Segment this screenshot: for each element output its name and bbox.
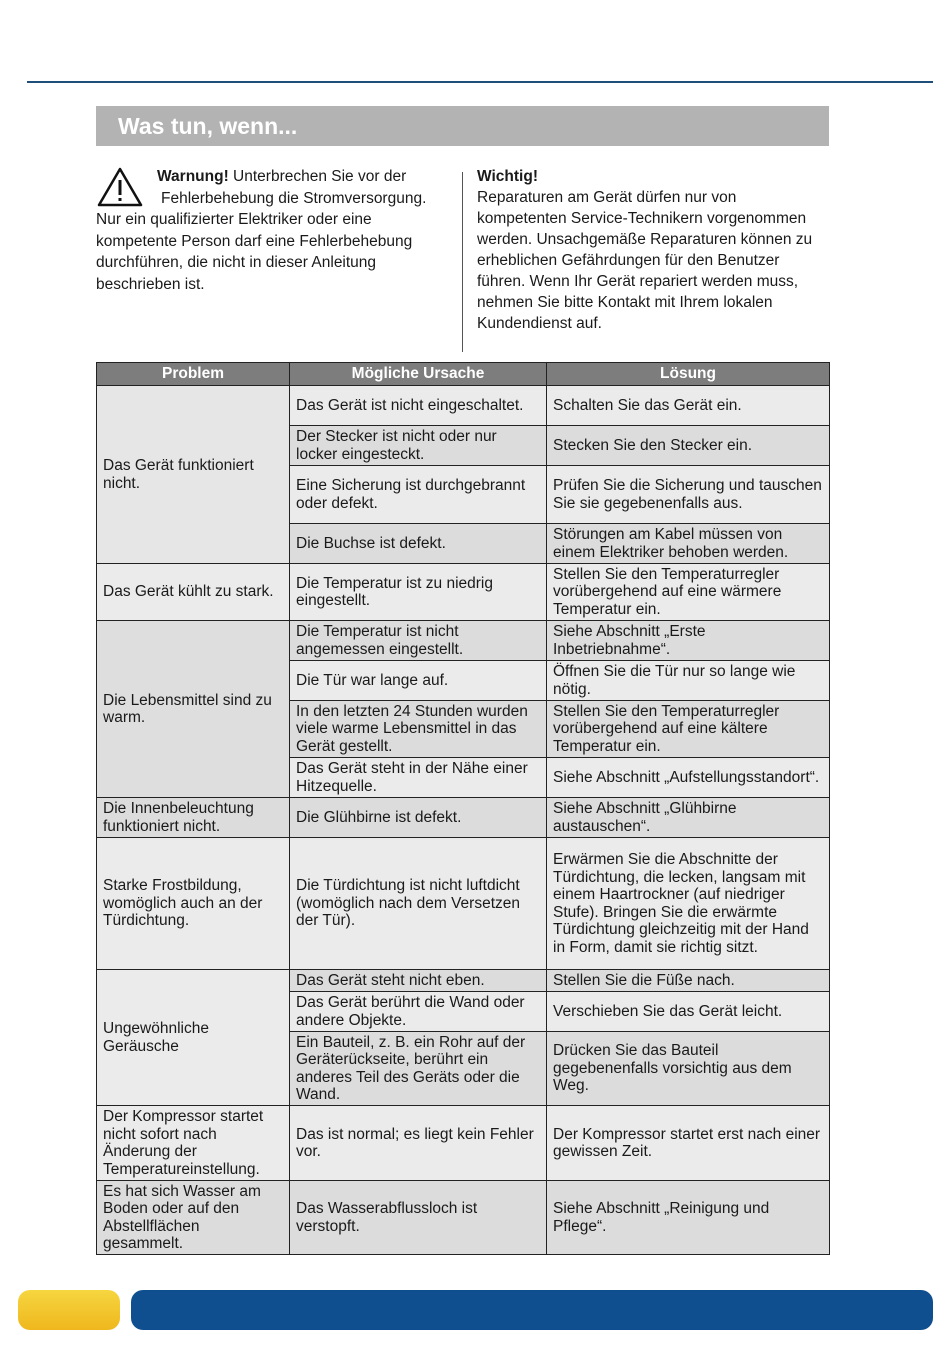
cause-cell: In den letzten 24 Stunden wurden viele warme Lebensmittel in das Gerät gestellt. <box>290 701 547 758</box>
solution-cell: Schalten Sie das Gerät ein. <box>547 386 830 426</box>
table-row <box>97 838 830 970</box>
cause-cell: Das Gerät berührt die Wand oder andere Objekte. <box>290 992 547 1032</box>
table-row <box>97 1181 830 1255</box>
solution-cell: Siehe Abschnitt „Glühbirne austauschen“. <box>547 798 830 838</box>
cause-cell: Die Buchse ist defekt. <box>290 524 547 564</box>
solution-cell: Stellen Sie den Temperaturregler vorübergehend auf eine wärmere Temperatur ein. <box>547 564 830 621</box>
warning-heading <box>157 166 456 209</box>
header-solution: Lösung <box>547 363 830 386</box>
header-cause: Mögliche Ursache <box>290 363 547 386</box>
solution-cell: Öffnen Sie die Tür nur so lange wie nötig. <box>547 661 830 701</box>
solution-cell: Drücken Sie das Bauteil gegebenenfalls vorsichtig aus dem Weg. <box>547 1032 830 1106</box>
table-row <box>97 386 830 426</box>
table-row <box>97 564 830 621</box>
cause-cell: Das Wasserabflussloch ist verstopft. <box>290 1181 547 1255</box>
solution-cell: Siehe Abschnitt „Aufstellungsstandort“. <box>547 758 830 798</box>
top-rule <box>27 81 933 83</box>
problem-cell: Es hat sich Wasser am Boden oder auf den Abstellflächen gesammelt. <box>97 1181 290 1255</box>
cause-cell: Ein Bauteil, z. B. ein Rohr auf der Geräterückseite, berührt ein anderes Teil des Geräts oder die Wand. <box>290 1032 547 1106</box>
important-block <box>477 166 827 334</box>
problem-cell: Der Kompressor startet nicht sofort nach Änderung der Temperatureinstellung. <box>97 1106 290 1181</box>
important-text: Reparaturen am Gerät dürfen nur von kompetenten Service-Technikern vorgenommen werden. Unsachgemäße Reparaturen können zu erheblichen Gefährdungen für den Benutzer führen. Wenn Ihr Gerät repariert werden muss, nehmen Sie bitte Kontakt mit Ihrem lokalen Kundendienst auf. <box>477 189 813 332</box>
cause-cell: Das ist normal; es liegt kein Fehler vor. <box>290 1106 547 1181</box>
solution-cell: Störungen am Kabel müssen von einem Elektriker behoben werden. <box>547 524 830 564</box>
solution-cell: Erwärmen Sie die Abschnitte der Türdichtung, die lecken, langsam mit einem Haartrockner (auf niedriger Stufe). Bringen Sie die erwärmte Türdichtung gleichzeitig mit der Hand in Form, damit sie richtig sitzt. <box>547 838 830 970</box>
solution-cell: Stecken Sie den Stecker ein. <box>547 426 830 466</box>
header-problem: Problem <box>97 363 290 386</box>
footer-bar <box>131 1290 933 1330</box>
important-heading: Wichtig! <box>477 168 538 185</box>
table-row <box>97 970 830 992</box>
problem-cell: Starke Frostbildung, womöglich auch an der Türdichtung. <box>97 838 290 970</box>
table-row <box>97 798 830 838</box>
solution-cell: Stellen Sie die Füße nach. <box>547 970 830 992</box>
cause-cell: Das Gerät steht nicht eben. <box>290 970 547 992</box>
problem-cell: Das Gerät kühlt zu stark. <box>97 564 290 621</box>
troubleshooting-table <box>96 362 830 1255</box>
problem-cell: Die Innenbeleuchtung funktioniert nicht. <box>97 798 290 838</box>
page-title: Was tun, wenn... <box>96 106 829 146</box>
table-header-row <box>97 363 830 386</box>
problem-cell: Das Gerät funktioniert nicht. <box>97 386 290 564</box>
warning-triangle-icon <box>96 166 144 208</box>
warning-label: Warnung! <box>157 168 229 185</box>
table-row <box>97 1106 830 1181</box>
cause-cell: Die Temperatur ist zu niedrig eingestellt. <box>290 564 547 621</box>
footer-page-tab <box>18 1290 120 1330</box>
cause-cell: Die Temperatur ist nicht angemessen eingestellt. <box>290 621 547 661</box>
cause-cell: Die Glühbirne ist defekt. <box>290 798 547 838</box>
solution-cell: Siehe Abschnitt „Reinigung und Pflege“. <box>547 1181 830 1255</box>
cause-cell: Die Tür war lange auf. <box>290 661 547 701</box>
solution-cell: Verschieben Sie das Gerät leicht. <box>547 992 830 1032</box>
solution-cell: Stellen Sie den Temperaturregler vorübergehend auf eine kältere Temperatur ein. <box>547 701 830 758</box>
warning-line-1: Unterbrechen Sie vor der <box>228 168 407 185</box>
solution-cell: Prüfen Sie die Sicherung und tauschen Sie sie gegebenenfalls aus. <box>547 466 830 524</box>
problem-cell: Die Lebensmittel sind zu warm. <box>97 621 290 798</box>
cause-cell: Der Stecker ist nicht oder nur locker eingesteckt. <box>290 426 547 466</box>
cause-cell: Die Türdichtung ist nicht luftdicht (womöglich nach dem Versetzen der Tür). <box>290 838 547 970</box>
problem-cell: Ungewöhnliche Geräusche <box>97 970 290 1106</box>
warning-line-2: Fehlerbehebung die Stromversorgung. <box>161 189 427 207</box>
table-row <box>97 621 830 661</box>
solution-cell: Siehe Abschnitt „Erste Inbetriebnahme“. <box>547 621 830 661</box>
column-divider <box>462 172 463 352</box>
warning-block <box>96 166 456 295</box>
cause-cell: Das Gerät ist nicht eingeschaltet. <box>290 386 547 426</box>
cause-cell: Eine Sicherung ist durchgebrannt oder defekt. <box>290 466 547 524</box>
cause-cell: Das Gerät steht in der Nähe einer Hitzequelle. <box>290 758 547 798</box>
solution-cell: Der Kompressor startet erst nach einer gewissen Zeit. <box>547 1106 830 1181</box>
warning-text: Nur ein qualifizierter Elektriker oder eine kompetente Person darf eine Fehlerbehebung durchführen, die nicht in dieser Anleitung beschrieben ist. <box>96 211 413 293</box>
